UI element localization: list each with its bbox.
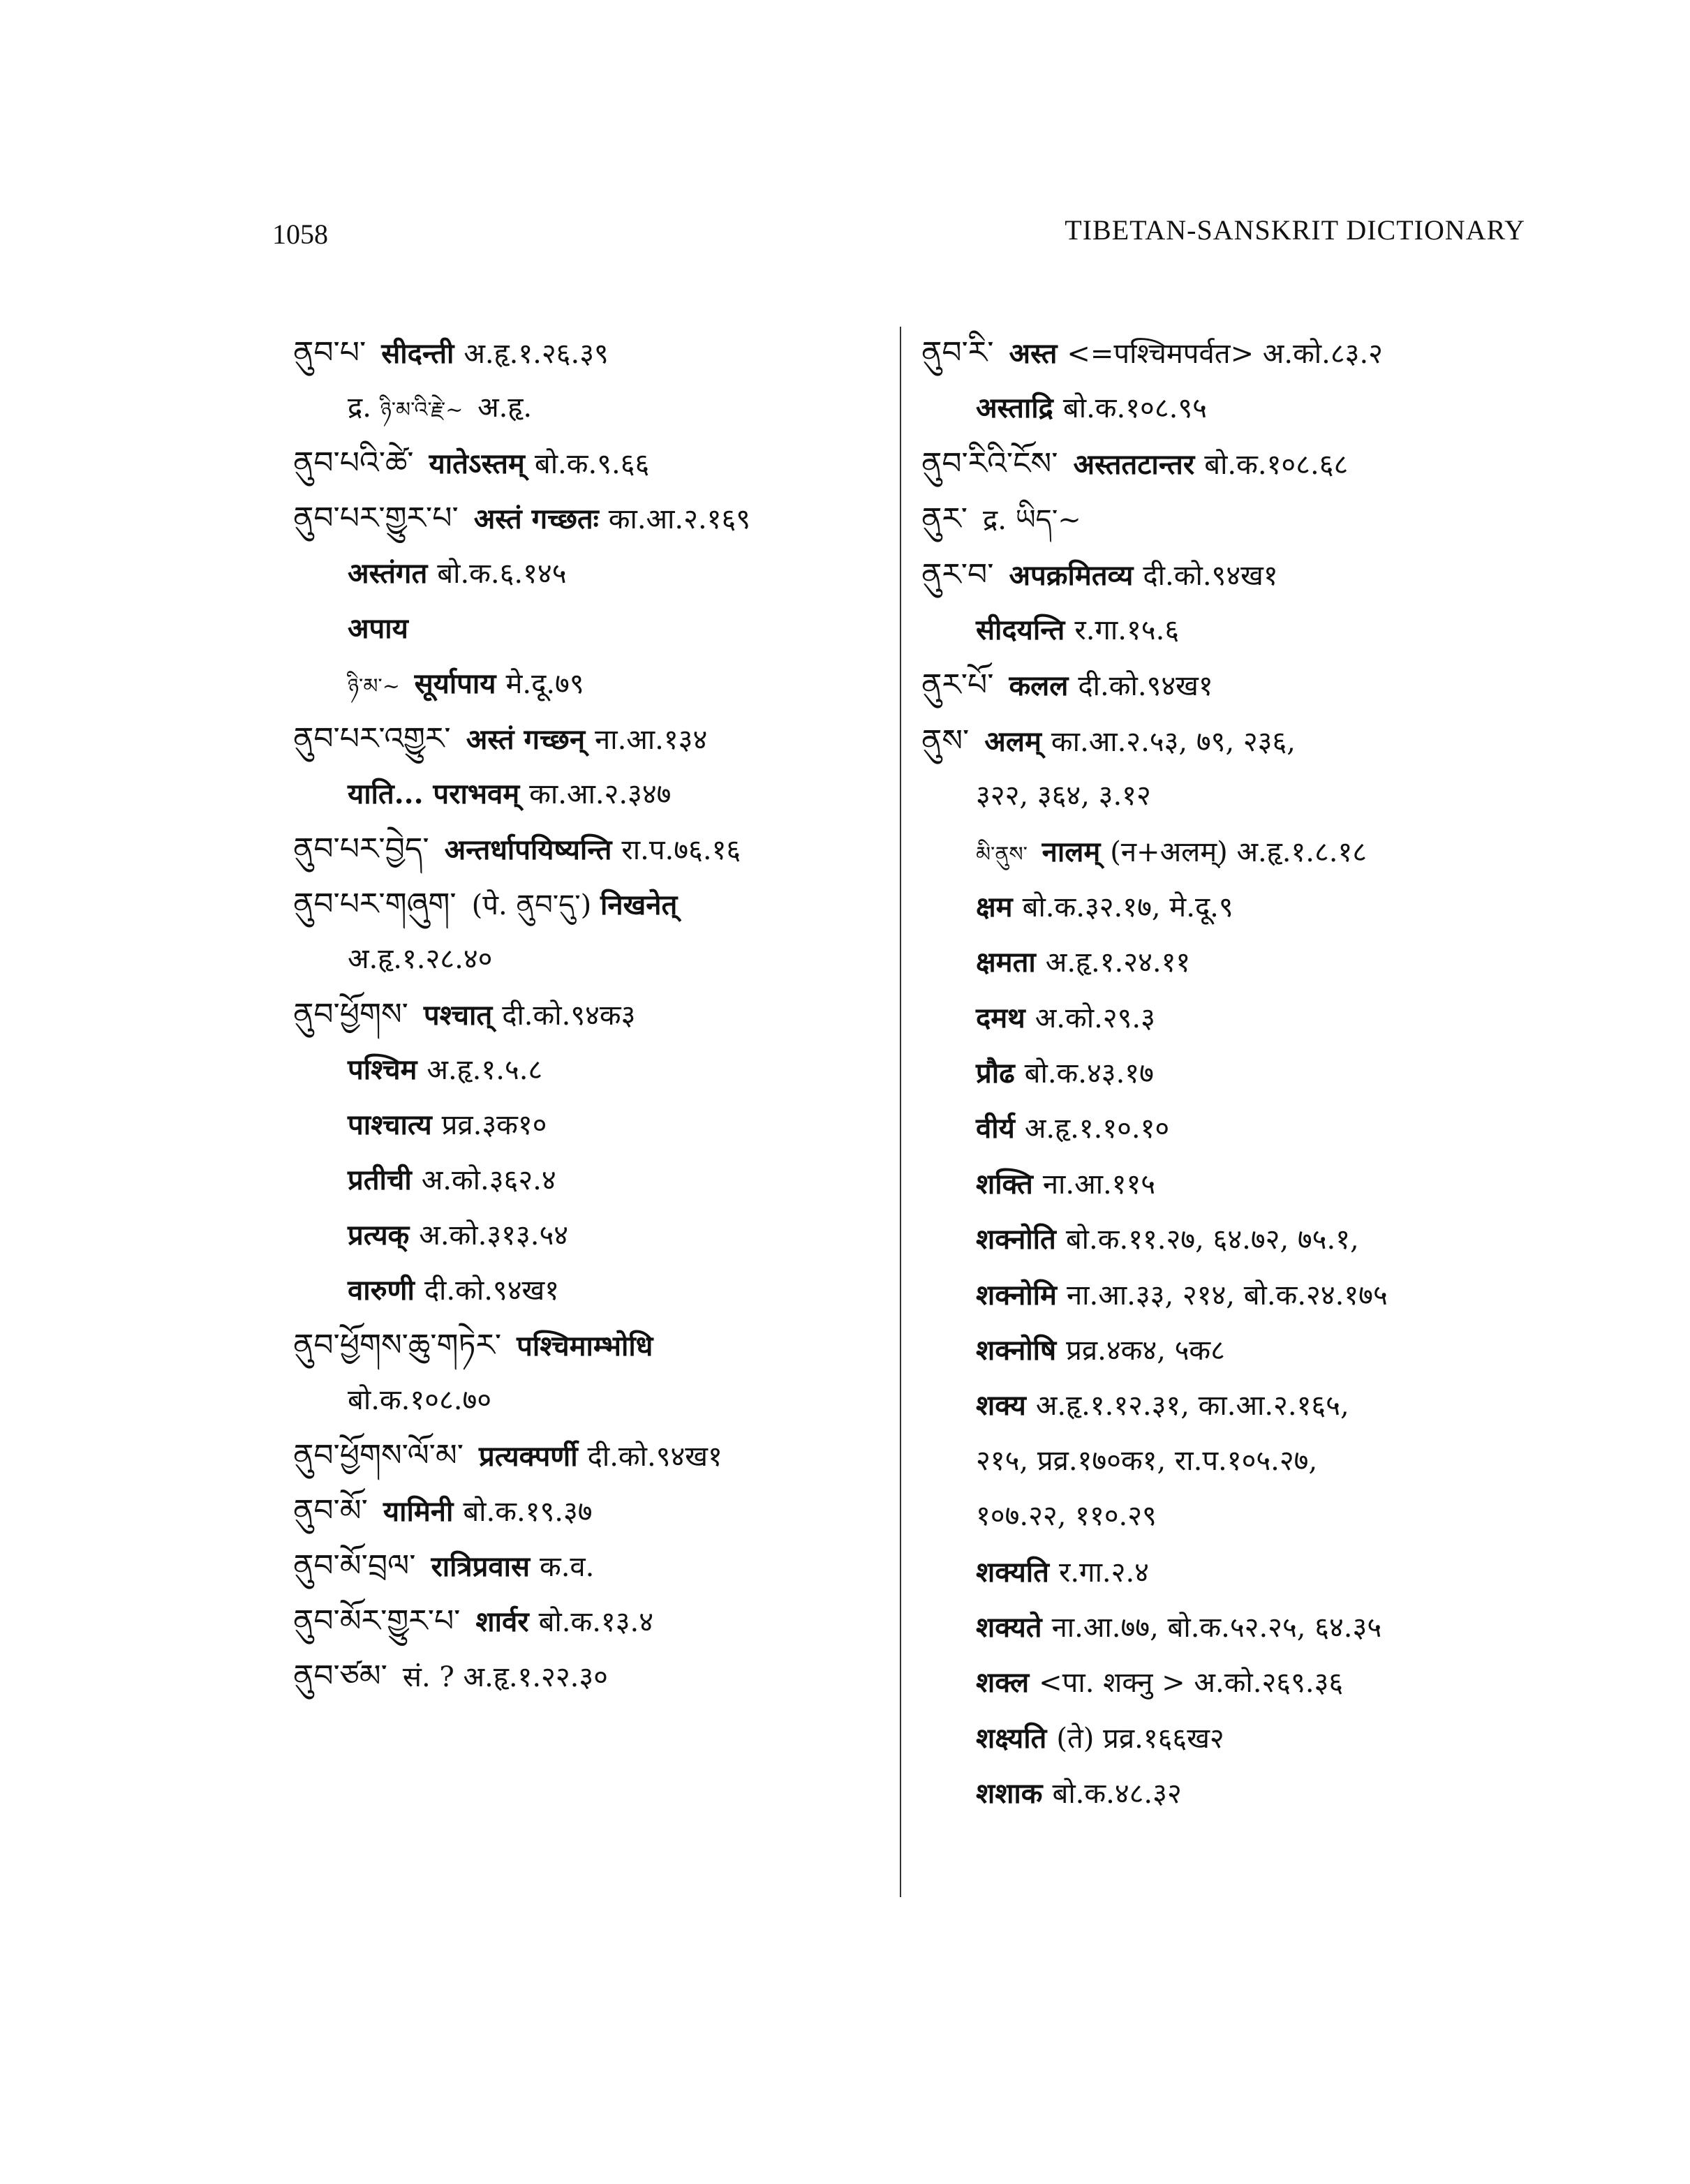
dictionary-entry <box>293 1483 880 1538</box>
source-reference: (न+अलम्) अ.हृ.१.८.१८ <box>1110 835 1367 868</box>
source-reference: बो.क.९.६६ <box>534 448 650 480</box>
source-reference: अ.को.२९.३ <box>1035 1002 1155 1034</box>
tibetan-headword: ནུབ་པར་བྱེད་ <box>293 831 429 867</box>
sanskrit-equivalent: प्रत्यक्पर्णी <box>479 1440 578 1473</box>
tibetan-headword: ནུབ་པའི་ཚེ་ <box>293 445 414 481</box>
tibetan-phrase: ཉི་མ་འི་རྗེ་~ <box>380 398 464 422</box>
dictionary-entry <box>293 987 880 1042</box>
sanskrit-equivalent: अन्तर्धापयिष्यन्ति <box>444 833 612 866</box>
source-reference: ना.आ.३३, २१४, बो.क.२४.१७५ <box>1066 1279 1388 1312</box>
entry-continuation <box>293 1097 880 1152</box>
entry-continuation <box>921 1046 1550 1101</box>
entry-continuation <box>293 1373 880 1428</box>
tibetan-headword: ནུབ་པ་ <box>293 335 366 371</box>
entry-continuation <box>921 1600 1550 1655</box>
entry-continuation <box>293 380 880 436</box>
sanskrit-equivalent: सीदन्ती <box>381 337 454 370</box>
sanskrit-equivalent: निखनेत् <box>600 889 678 921</box>
source-reference: दी.को.९४ख१ <box>1078 670 1213 703</box>
sanskrit-equivalent: सूर्यापाय <box>414 667 496 700</box>
entry-continuation <box>921 1268 1550 1323</box>
source-reference: दी.को.९४ख१ <box>1143 559 1278 592</box>
left-column <box>293 325 880 1704</box>
tibetan-headword: ནུབ་མོ་བྲལ་ <box>293 1548 416 1584</box>
source-reference: बो.क.१३.४ <box>538 1606 654 1638</box>
tibetan-headword: ནུར་ <box>921 501 968 537</box>
source-reference: दी.को.९४क३ <box>502 1000 636 1032</box>
source-reference: प्रव्र.३क१० <box>441 1109 547 1141</box>
source-reference: <पा. शक्नु > अ.को.२६९.३६ <box>1039 1667 1344 1700</box>
column-divider <box>900 327 901 1897</box>
entry-continuation <box>921 935 1550 990</box>
source-reference: अ.हृ.१.२८.४० <box>348 943 493 975</box>
sanskrit-equivalent: अपाय <box>348 612 408 645</box>
tibetan-headword: ནུར་བ་ <box>921 556 994 593</box>
sanskrit-equivalent: यातेऽस्तम् <box>429 447 525 480</box>
dictionary-entry <box>293 711 880 766</box>
sanskrit-equivalent: शार्वर <box>475 1605 529 1638</box>
tibetan-headword: ནུབ་པར་གྱུར་པ་ <box>293 500 459 536</box>
source-reference: अ.हृ.१.२२.३० <box>463 1661 608 1693</box>
sanskrit-equivalent: नालम् <box>1042 835 1101 868</box>
sanskrit-equivalent: वीर्य <box>976 1112 1015 1145</box>
sanskrit-equivalent: कलल <box>1009 669 1069 703</box>
source-reference: दी.को.९४ख१ <box>587 1441 722 1473</box>
page-number: 1058 <box>272 218 328 250</box>
sanskrit-equivalent: शक्ति <box>976 1167 1033 1201</box>
entry-continuation <box>921 768 1550 824</box>
tibetan-headword: ནུབ་ཕྱོགས་ལོ་མ་ <box>293 1438 464 1473</box>
sanskrit-equivalent: शक्य <box>976 1389 1026 1422</box>
source-reference: र.गा.१५.६ <box>1074 614 1180 646</box>
source-reference: ना.आ.१३४ <box>595 724 708 756</box>
entry-continuation <box>293 1263 880 1318</box>
source-reference: बो.क.६.१४५ <box>437 558 567 590</box>
entry-continuation <box>921 1711 1550 1766</box>
tibetan-headword: ནུབ་ཕྱོགས་ <box>293 997 408 1032</box>
source-reference: (ते) प्रव्र.१६६ख२ <box>1056 1722 1224 1755</box>
tibetan-phrase: མི་ནུས་ <box>976 842 1028 867</box>
source-reference: बो.क.४३.१७ <box>1024 1057 1154 1090</box>
sanskrit-equivalent: सीदयन्ति <box>976 613 1065 646</box>
sanskrit-equivalent: प्रतीची <box>348 1164 412 1196</box>
sanskrit-equivalent: शक्यति <box>976 1555 1049 1589</box>
entry-continuation <box>293 1042 880 1097</box>
dictionary-entry <box>921 547 1550 602</box>
source-reference: बो.क.१०८.९५ <box>1062 392 1207 425</box>
dictionary-entry <box>921 658 1550 713</box>
dictionary-entry <box>293 1538 880 1594</box>
source-reference: दी.को.९४ख१ <box>424 1275 560 1307</box>
sanskrit-equivalent: दमथ <box>976 1001 1025 1034</box>
tibetan-phrase: ཉི་མ་~ <box>348 674 400 699</box>
sanskrit-equivalent: शक्नोषि <box>976 1334 1057 1367</box>
entry-note: सं. ? <box>402 1661 454 1693</box>
sanskrit-equivalent: वारुणी <box>348 1274 415 1307</box>
entry-note: (पे. ནུབ་དུ་) <box>471 889 592 921</box>
sanskrit-equivalent: पश्चिम <box>348 1053 417 1086</box>
running-title: TIBETAN-SANSKRIT DICTIONARY <box>1065 214 1525 246</box>
sanskrit-equivalent: शक्ष्यति <box>976 1721 1047 1755</box>
dictionary-entry <box>293 325 880 380</box>
dictionary-entry <box>293 1594 880 1649</box>
sanskrit-equivalent: पश्चिमाम्भोधि <box>517 1330 653 1362</box>
source-reference: अ.हृ.१.२६.३९ <box>464 338 609 370</box>
source-reference: अ.हृ.१.१०.१० <box>1024 1113 1170 1145</box>
entry-continuation <box>921 602 1550 658</box>
sanskrit-equivalent: अस्तं गच्छतः <box>473 503 599 535</box>
sanskrit-equivalent: अस्ततटान्तर <box>1073 447 1195 481</box>
tibetan-headword: ནུབ་ཙམ་ <box>293 1658 387 1694</box>
sanskrit-equivalent: पाश्चात्य <box>348 1108 432 1141</box>
tibetan-headword: ནུབ་མོར་གྱུར་པ་ <box>293 1603 461 1639</box>
source-reference: का.आ.२.३४७ <box>529 778 672 810</box>
sanskrit-equivalent: शक्नोति <box>976 1223 1056 1256</box>
entry-continuation <box>921 879 1550 935</box>
sanskrit-equivalent: याति... पराभवम् <box>348 778 520 810</box>
sanskrit-equivalent: रात्रिप्रवास <box>431 1550 530 1583</box>
source-reference: का.आ.२.१६९ <box>608 503 751 535</box>
source-reference: बो.क.१०८.६८ <box>1204 448 1349 481</box>
tibetan-headword: ནུབ་མོ་ <box>293 1493 368 1529</box>
source-reference: का.आ.२.५३, ७९, २३६, <box>1051 725 1296 758</box>
tibetan-headword: ནུས་ <box>921 722 970 759</box>
sanskrit-equivalent: शशाक <box>976 1777 1043 1811</box>
sanskrit-equivalent: यामिनी <box>383 1495 454 1528</box>
entry-continuation <box>293 766 880 822</box>
source-reference: १०७.२२, ११०.२९ <box>976 1500 1157 1533</box>
source-reference: ३२२, ३६४, ३.१२ <box>976 780 1151 812</box>
entry-note: द्र. ཡིད་~ <box>983 504 1081 537</box>
entry-continuation <box>293 601 880 656</box>
source-reference: अ.हृ.१.५.८ <box>427 1054 543 1086</box>
sanskrit-equivalent: अस्त <box>1009 337 1058 370</box>
source-reference: बो.क.४८.३२ <box>1052 1778 1182 1811</box>
entry-continuation <box>921 1545 1550 1600</box>
dictionary-entry <box>293 1649 880 1704</box>
source-reference: अ.हृ.१.२४.११ <box>1045 946 1191 979</box>
source-reference: ना.आ.७७, बो.क.५२.२५, ६४.३५ <box>1051 1611 1382 1644</box>
sanskrit-equivalent: अपक्रमितव्य <box>1009 558 1134 592</box>
entry-continuation <box>921 1157 1550 1212</box>
source-reference: मे.दू.७९ <box>505 668 584 700</box>
sanskrit-equivalent: क्षमता <box>976 946 1036 979</box>
source-reference: र.गा.२.४ <box>1058 1556 1149 1589</box>
entry-continuation <box>921 1101 1550 1156</box>
entry-continuation <box>921 1489 1550 1544</box>
sanskrit-equivalent: अस्तं गच्छन् <box>466 723 586 756</box>
source-reference: अ.को.३६२.४ <box>421 1164 556 1196</box>
source-reference: अ.को.३१३.५४ <box>419 1219 569 1251</box>
source-reference: बो.क.११.२७, ६४.७२, ७५.१, <box>1065 1224 1359 1256</box>
sanskrit-equivalent: प्रौढ <box>976 1057 1015 1090</box>
sanskrit-equivalent: प्रत्यक् <box>348 1219 410 1251</box>
source-reference: बो.क.३२.१७, मे.दू.९ <box>1022 891 1233 923</box>
dictionary-entry <box>293 491 880 546</box>
source-reference: बो.क.१९.३७ <box>463 1496 593 1528</box>
source-reference: २१५, प्रव्र.१७०क१, रा.प.१०५.२७, <box>976 1444 1318 1477</box>
entry-continuation <box>293 1152 880 1208</box>
tibetan-headword: ནུབ་པར་གཞུག་ <box>293 886 457 922</box>
dictionary-entry <box>293 822 880 877</box>
entry-continuation <box>921 1655 1550 1710</box>
entry-continuation <box>293 656 880 711</box>
dictionary-entry <box>921 436 1550 491</box>
dictionary-entry <box>293 436 880 491</box>
source-reference: बो.क.१०८.७० <box>348 1384 492 1416</box>
entry-continuation <box>921 1766 1550 1821</box>
dictionary-entry <box>293 877 880 932</box>
entry-continuation <box>921 1378 1550 1433</box>
source-reference: अ.हृ. <box>477 392 533 424</box>
sanskrit-equivalent: क्षम <box>976 890 1013 923</box>
source-reference: अ.हृ.१.१२.३१, का.आ.२.१६५, <box>1035 1390 1349 1422</box>
entry-continuation <box>921 1323 1550 1378</box>
entry-continuation <box>921 380 1550 436</box>
entry-note: द्र. <box>348 392 371 424</box>
source-reference: <=पश्चिमपर्वत> अ.को.८३.२ <box>1067 338 1383 370</box>
dictionary-entry <box>921 713 1550 768</box>
tibetan-headword: ནུབ་རི་ <box>921 335 994 371</box>
dictionary-entry <box>921 325 1550 380</box>
sanskrit-equivalent: अलम् <box>984 725 1042 758</box>
sanskrit-equivalent: शक्यते <box>976 1610 1042 1644</box>
sanskrit-equivalent: शक्नोमि <box>976 1278 1057 1312</box>
dictionary-entry <box>921 491 1550 547</box>
entry-continuation <box>293 1208 880 1263</box>
entry-continuation <box>921 990 1550 1046</box>
right-column <box>921 325 1550 1822</box>
dictionary-entry <box>293 1318 880 1373</box>
entry-continuation <box>921 824 1550 879</box>
entry-continuation <box>293 932 880 987</box>
source-reference: प्रव्र.४क४, ५क८ <box>1066 1335 1225 1367</box>
source-reference: रा.प.७६.१६ <box>621 834 741 866</box>
source-reference: क.व. <box>540 1551 595 1583</box>
tibetan-headword: ནུབ་པར་འགྱུར་ <box>293 721 451 757</box>
source-reference: ना.आ.११५ <box>1042 1168 1156 1201</box>
entry-continuation <box>921 1212 1550 1267</box>
sanskrit-equivalent: शक्ल <box>976 1666 1030 1700</box>
sanskrit-equivalent: अस्तंगत <box>348 557 428 590</box>
tibetan-headword: ནུབ་ཕྱོགས་ཆུ་གཏེར་ <box>293 1328 502 1363</box>
tibetan-headword: ནུར་པོ་ <box>921 667 994 704</box>
sanskrit-equivalent: अस्ताद्रि <box>976 392 1053 425</box>
entry-continuation <box>921 1434 1550 1489</box>
sanskrit-equivalent: पश्चात् <box>423 999 493 1032</box>
entry-continuation <box>293 546 880 601</box>
dictionary-entry <box>293 1428 880 1483</box>
tibetan-headword: ནུབ་རིའི་ངོས་ <box>921 445 1058 482</box>
